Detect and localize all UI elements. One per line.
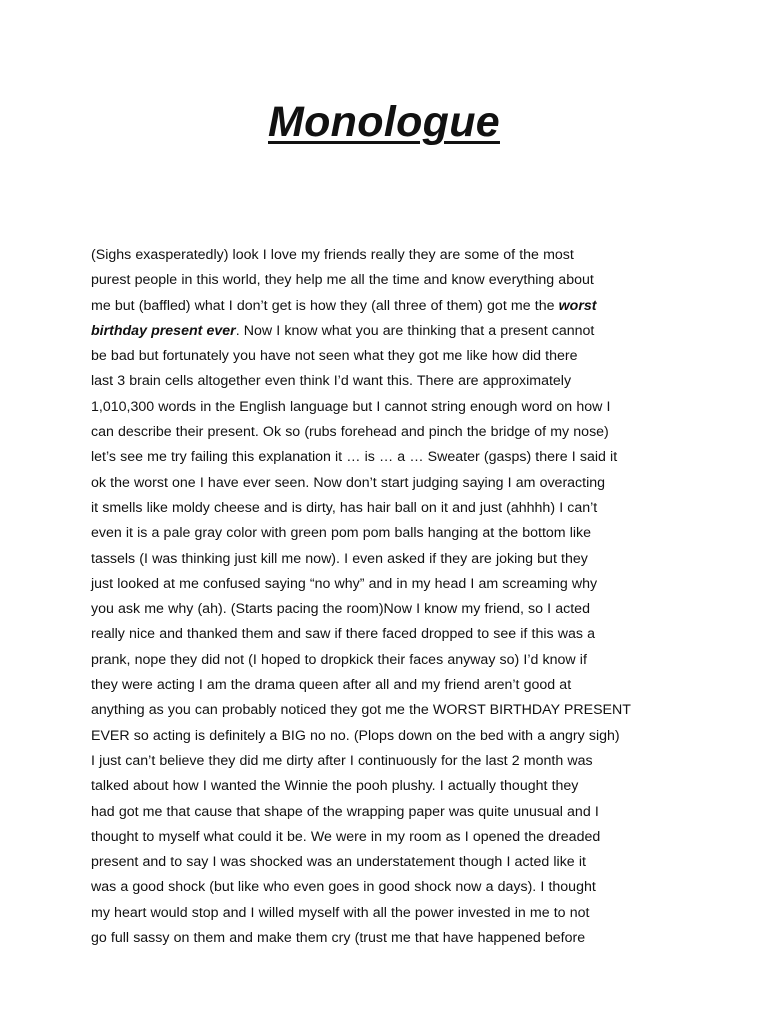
text-line: had got me that cause that shape of the wrapping paper was quite unusual and I [91, 803, 599, 820]
document-title: Monologue [268, 98, 500, 146]
text-line: ok the worst one I have ever seen. Now don’t start judging saying I am overacting [91, 474, 606, 491]
text-line: go full sassy on them and make them cry (trust me that have happened before [91, 930, 586, 947]
text-line: purest people in this world, they help me all the time and know everything about [91, 272, 594, 289]
text-segment: me but (baffled) what I don’t get is how they (all three of them) got me the [91, 297, 559, 314]
text-line: thought to myself what could it be. We were in my room as I opened the dreaded [91, 828, 601, 845]
text-line: tassels (I was thinking just kill me now). I even asked if they are joking but they [91, 550, 588, 567]
text-line [91, 319, 691, 344]
text-line: just looked at me confused saying “no why” and in my head I am screaming why [91, 575, 598, 592]
text-line: my heart would stop and I willed myself with all the power invested in me to not [91, 904, 590, 921]
text-line: it smells like moldy cheese and is dirty, has hair ball on it and just (ahhhh) I can’t [91, 499, 598, 516]
text-line: be bad but fortunately you have not seen what they got me like how did there [91, 348, 578, 365]
text-line: can describe their present. Ok so (rubs forehead and pinch the bridge of my nose) [91, 424, 609, 441]
text-line: last 3 brain cells altogether even think I’d want this. There are approximately [91, 373, 572, 390]
text-line: (Sighs exasperatedly) look I love my friends really they are some of the most [91, 247, 574, 263]
text-line: I just can’t believe they did me dirty after I continuously for the last 2 month was [91, 752, 593, 769]
text-line: prank, nope they did not (I hoped to dropkick their faces anyway so) I’d know if [91, 651, 587, 668]
text-line: talked about how I wanted the Winnie the pooh plushy. I actually thought they [91, 778, 579, 795]
text-line: let’s see me try failing this explanation it … is … a … Sweater (gasps) there I said it [91, 449, 618, 466]
text-line: EVER so acting is definitely a BIG no no. (Plops down on the bed with a angry sigh) [91, 727, 620, 744]
text-line: anything as you can probably noticed they got me the WORST BIRTHDAY PRESENT [91, 702, 631, 719]
text-line: even it is a pale gray color with green pom pom balls hanging at the bottom like [91, 525, 592, 542]
text-line: 1,010,300 words in the English language but I cannot string enough word on how I [91, 398, 611, 415]
monologue-body [91, 243, 691, 951]
text-line: really nice and thanked them and saw if there faced dropped to see if this was a [91, 626, 596, 643]
text-line [91, 294, 691, 319]
emphasized-text: birthday present ever [91, 322, 236, 339]
text-line: they were acting I am the drama queen after all and my friend aren’t good at [91, 677, 572, 694]
text-line: was a good shock (but like who even goes in good shock now a days). I thought [91, 879, 596, 896]
text-line: present and to say I was shocked was an understatement though I acted like it [91, 854, 586, 871]
emphasized-text: worst [558, 297, 597, 314]
text-segment: . Now I know what you are thinking that a present cannot [235, 322, 595, 339]
text-line: you ask me why (ah). (Starts pacing the room)Now I know my friend, so I acted [91, 601, 590, 618]
